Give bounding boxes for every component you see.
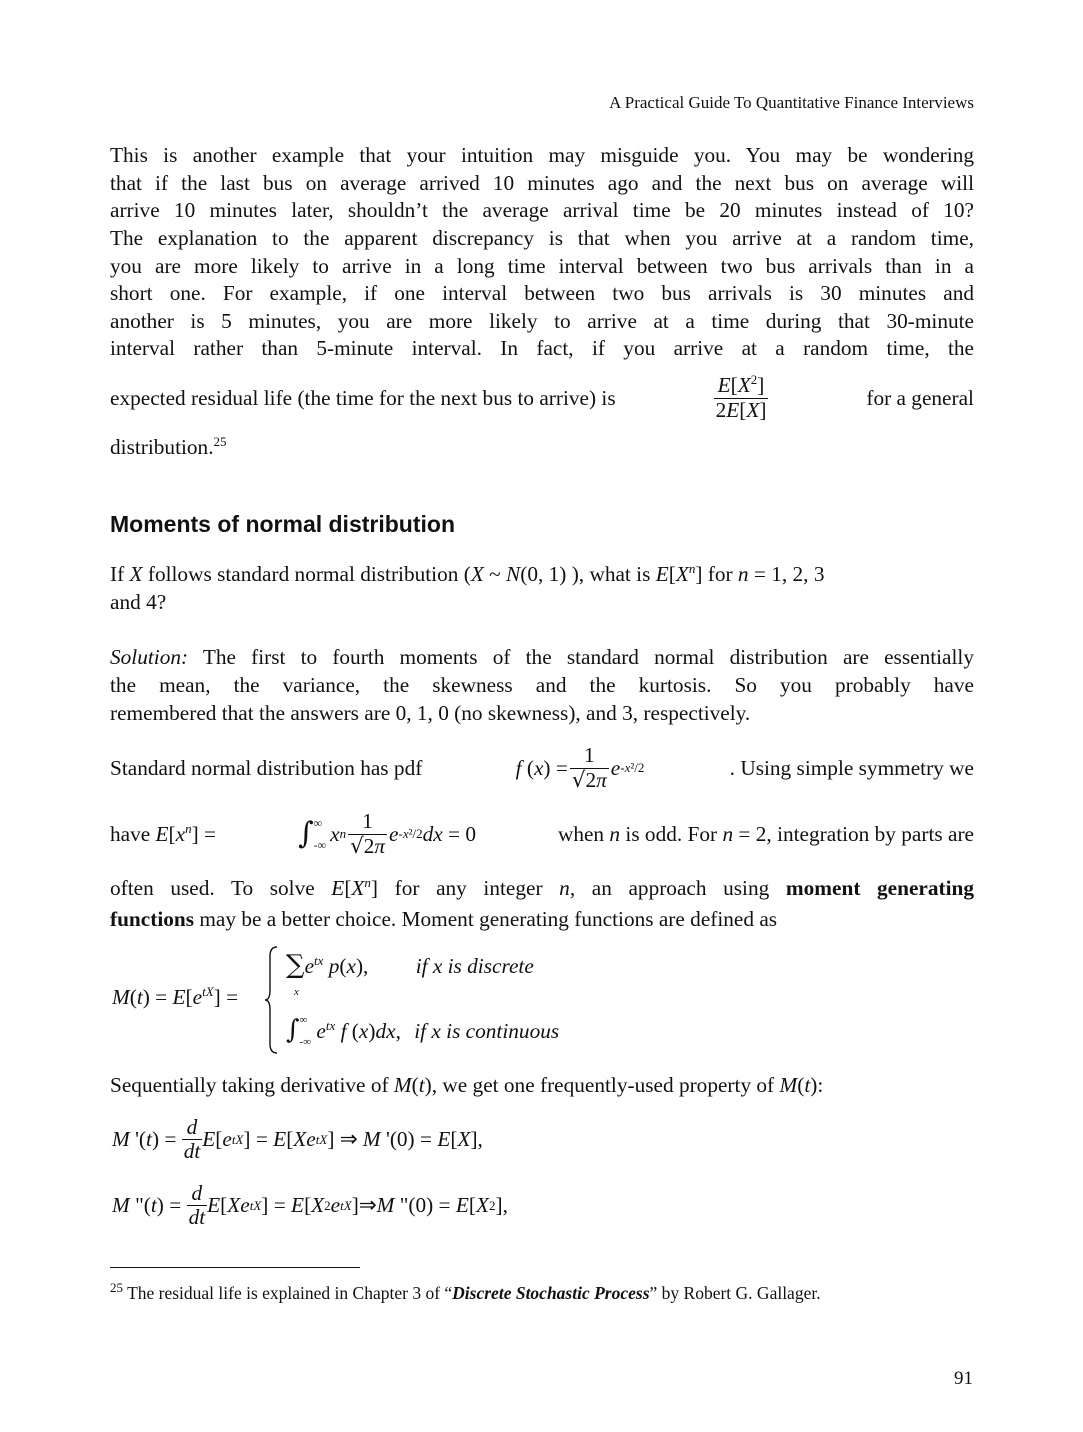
- residual-life-line: expected residual life (the time for the next bus to arrive) is $\frac{E[X^2]}{2E[X]}$ for a general: [110, 371, 974, 422]
- paragraph-line: another is 5 minutes, you are more likely to arrive at a time during that 30-minute: [110, 309, 974, 333]
- paragraph-line: you are more likely to arrive in a long time interval between two bus arrivals than in a: [110, 254, 974, 278]
- running-header: A Practical Guide To Quantitative Finance Interviews: [609, 93, 974, 112]
- footnote-rule: [110, 1267, 360, 1268]
- paragraph-line: short one. For example, if one interval between two bus arrivals is 30 minutes and: [110, 281, 974, 305]
- paragraph-line: arrive 10 minutes later, shouldn’t the average arrival time be 20 minutes instead of 10?: [110, 198, 974, 222]
- section-title: Moments of normal distribution: [110, 511, 455, 537]
- question-line-2: and 4?: [110, 590, 167, 614]
- solution-line-3: remembered that the answers are 0, 1, 0 (no skewness), and 3, respectively.: [110, 701, 751, 725]
- residual-life-fraction: $\frac{E[X^2]}{2E[X]}$: [715, 371, 767, 422]
- derivative-intro: Sequentially taking derivative of M(t), we get one frequently-used property of M(t):: [110, 1073, 824, 1097]
- integral-formula: ∫ ∞ -∞ x n $\frac{1}{√2\pi}$ e -x²/2 dx = 0: [297, 809, 477, 859]
- paragraph-line: The explanation to the apparent discrepancy is that when you arrive at a random time,: [110, 226, 974, 250]
- case-brace: [264, 946, 278, 1054]
- paragraph-line: This is another example that your intuition may misguide you. You may be wondering: [110, 143, 974, 167]
- mgf-definition-lhs: $M(t) = E[e^{tX}]$ =: [112, 983, 239, 1009]
- page-number: 91: [954, 1368, 973, 1389]
- solution-line-2: the mean, the variance, the skewness and the kurtosis. So you probably have: [110, 673, 974, 697]
- question-line-1: If X follows standard normal distribution (X ~ N(0, 1) ), what is $E[X^n]$ for n = 1, 2, 3: [110, 560, 825, 586]
- symmetry-line: have $E[x^n]$ = ∫ ∞ -∞ x n $\frac{1}{√2\pi}$ e -x²/2 dx = 0 when n is odd. For n = 2, integration by parts are: [110, 809, 974, 859]
- case-continuous: ∫∞ -∞ $e^{tx}$ f (x)dx, if x is continuous: [286, 1014, 560, 1048]
- paragraph-line: interval rather than 5-minute interval. In fact, if you arrive at a random time, the: [110, 336, 974, 360]
- mgf-intro-line-2: functions may be a better choice. Moment generating functions are defined as: [110, 907, 778, 931]
- pdf-line: Standard normal distribution has pdf f ( x ) = $\frac{1}{√2\pi}$ e -x²/2 . Using simple symmetry we: [110, 743, 974, 793]
- sum-subscript: x: [294, 986, 299, 998]
- paragraph-line: that if the last bus on average arrived 10 minutes ago and the next bus on average will: [110, 171, 974, 195]
- pdf-formula: f ( x ) = $\frac{1}{√2\pi}$ e -x²/2: [515, 743, 645, 793]
- footnote-ref[interactable]: 25: [213, 433, 227, 449]
- case-discrete: $\sum e^{tx}$ p(x), if x is discrete: [286, 950, 534, 980]
- residual-life-end: distribution.$^{25}$: [110, 433, 227, 459]
- first-derivative-eq: M '( t ) = $\frac{d}{dt}$ E [ e tX ] = E [ Xe tX ] ⇒ M '(0) = E [ X ],: [112, 1115, 483, 1164]
- solution-line-1: Solution: The first to fourth moments of the standard normal distribution are essentially: [110, 645, 974, 669]
- footnote: $^{25}$ The residual life is explained in Chapter 3 of “Discrete Stochastic Process” by Robert G. Gallager.: [110, 1280, 821, 1303]
- second-derivative-eq: M "( t ) = $\frac{d}{dt}$ E [ Xe tX ] = E [ X 2 e tX ]⇒ M "(0) = E [ X 2 ],: [112, 1181, 508, 1230]
- mgf-intro-line-1: often used. To solve $E[X^n]$ for any integer n, an approach using moment generating: [110, 874, 975, 900]
